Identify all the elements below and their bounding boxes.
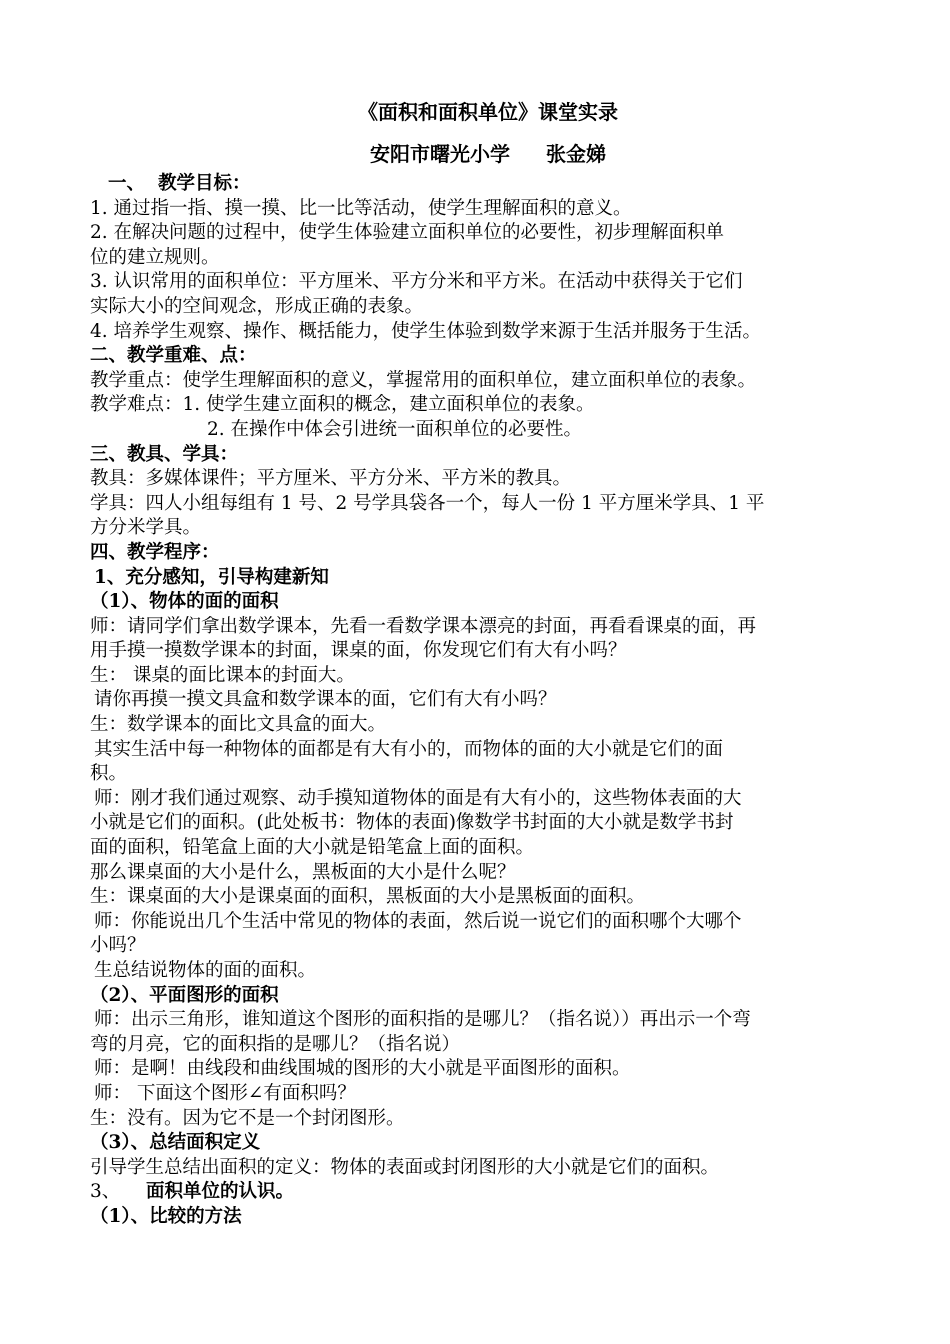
section-label: 面积单位的认识。	[146, 1181, 295, 1203]
paragraph-line: 教具：多媒体课件；平方厘米、平方分米、平方米的教具。	[90, 468, 572, 490]
document-page	[90, 96, 880, 1230]
paragraph-line: 学具：四人小组每组有 1 号、2 号学具袋各一个，每人一份 1 平方厘米学具、1 平	[90, 492, 765, 514]
subsection-heading: （1）、比较的方法	[90, 1205, 242, 1227]
paragraph-line: 3. 认识常用的面积单位：平方厘米、平方分米和平方米。在活动中获得关于它们	[90, 271, 743, 293]
paragraph-line: 其实生活中每一种物体的面都是有大有小的，而物体的面的大小就是它们的面	[94, 738, 724, 760]
section-heading-4: 四、教学程序：	[90, 541, 220, 563]
paragraph-line: 师：请同学们拿出数学课本，先看一看数学课本漂亮的封面，再看看课桌的面，再	[90, 615, 757, 637]
paragraph-line: 生： 课桌的面比课本的封面大。	[90, 664, 355, 686]
paragraph-line: 方分米学具。	[90, 517, 202, 539]
document-title: 《面积和面积单位》课堂实录	[358, 100, 618, 124]
paragraph-line: 小就是它们的面积。(此处板书：物体的表面)像数学书封面的大小就是数学书封	[90, 812, 734, 834]
paragraph-line: 1. 通过指一指、摸一摸、比一比等活动，使学生理解面积的意义。	[90, 197, 632, 219]
paragraph-line: 生总结说物体的面的面积。	[94, 960, 317, 981]
paragraph-line: 生：没有。因为它不是一个封闭图形。	[90, 1107, 405, 1129]
paragraph-line: 面的面积，铅笔盒上面的大小就是铅笔盒上面的面积。	[90, 837, 535, 859]
paragraph-line: 师： 下面这个图形∠有面积吗？	[94, 1082, 356, 1104]
paragraph-line: 实际大小的空间观念，形成正确的表象。	[90, 295, 424, 317]
subsection-heading: （3）、总结面积定义	[90, 1132, 261, 1154]
paragraph-line: 积。	[90, 763, 128, 785]
paragraph-line: 师：刚才我们通过观察、动手摸知道物体的面是有大有小的，这些物体表面的大	[94, 787, 742, 809]
paragraph-line: 引导学生总结出面积的定义：物体的表面或封闭图形的大小就是它们的面积。	[90, 1156, 720, 1178]
subsection-heading: （2）、平面图形的面积	[90, 984, 279, 1006]
paragraph-line: 师：是啊！由线段和曲线围城的图形的大小就是平面图形的面积。	[94, 1058, 631, 1080]
paragraph-line: 教学难点：1. 使学生建立面积的概念，建立面积单位的表象。	[90, 394, 595, 416]
paragraph-line: 教学重点：使学生理解面积的意义，掌握常用的面积单位，建立面积单位的表象。	[90, 369, 757, 391]
section-label: 教学目标：	[158, 173, 251, 194]
subsection-heading	[90, 1180, 880, 1205]
subsection-heading: （1）、物体的面的面积	[90, 591, 279, 613]
paragraph-line: 2. 在操作中体会引进统一面积单位的必要性。	[207, 418, 583, 440]
author-school: 安阳市曙光小学	[370, 142, 510, 166]
section-number: 3、	[90, 1181, 121, 1203]
paragraph-line: 生：课桌面的大小是课桌面的面积，黑板面的大小是黑板面的面积。	[90, 886, 646, 908]
paragraph-line: 请你再摸一摸文具盒和数学课本的面，它们有大有小吗？	[94, 689, 557, 711]
paragraph-line: 4. 培养学生观察、操作、概括能力，使学生体验到数学来源于生活并服务于生活。	[90, 320, 762, 342]
paragraph-line: 那么课桌面的大小是什么，黑板面的大小是什么呢？	[90, 861, 516, 883]
author-name: 张金娣	[546, 142, 606, 166]
paragraph-line: 位的建立规则。	[90, 246, 220, 268]
paragraph-line: 弯的月亮，它的面积指的是哪儿？（指名说）	[90, 1033, 461, 1055]
section-heading-3: 三、教具、学具：	[90, 443, 239, 465]
paragraph-line: 师：出示三角形，谁知道这个图形的面积指的是哪儿？（指名说））再出示一个弯	[94, 1009, 751, 1031]
subsection-heading: 1、充分感知，引导构建新知	[94, 566, 329, 588]
paragraph-line: 生：数学课本的面比文具盒的面大。	[90, 714, 387, 736]
paragraph-line: 师：你能说出几个生活中常见的物体的表面，然后说一说它们的面积哪个大哪个	[94, 910, 742, 932]
author-line	[90, 136, 880, 172]
section-heading-2: 二、教学重难、点：	[90, 345, 257, 367]
paragraph-line: 用手摸一摸数学课本的封面，课桌的面，你发现它们有大有小吗？	[90, 640, 627, 662]
section-number: 一、	[108, 173, 146, 194]
section-heading-1	[90, 172, 880, 197]
paragraph-line: 2. 在解决问题的过程中，使学生体验建立面积单位的必要性，初步理解面积单	[90, 222, 725, 244]
paragraph-line: 小吗？	[90, 935, 146, 957]
